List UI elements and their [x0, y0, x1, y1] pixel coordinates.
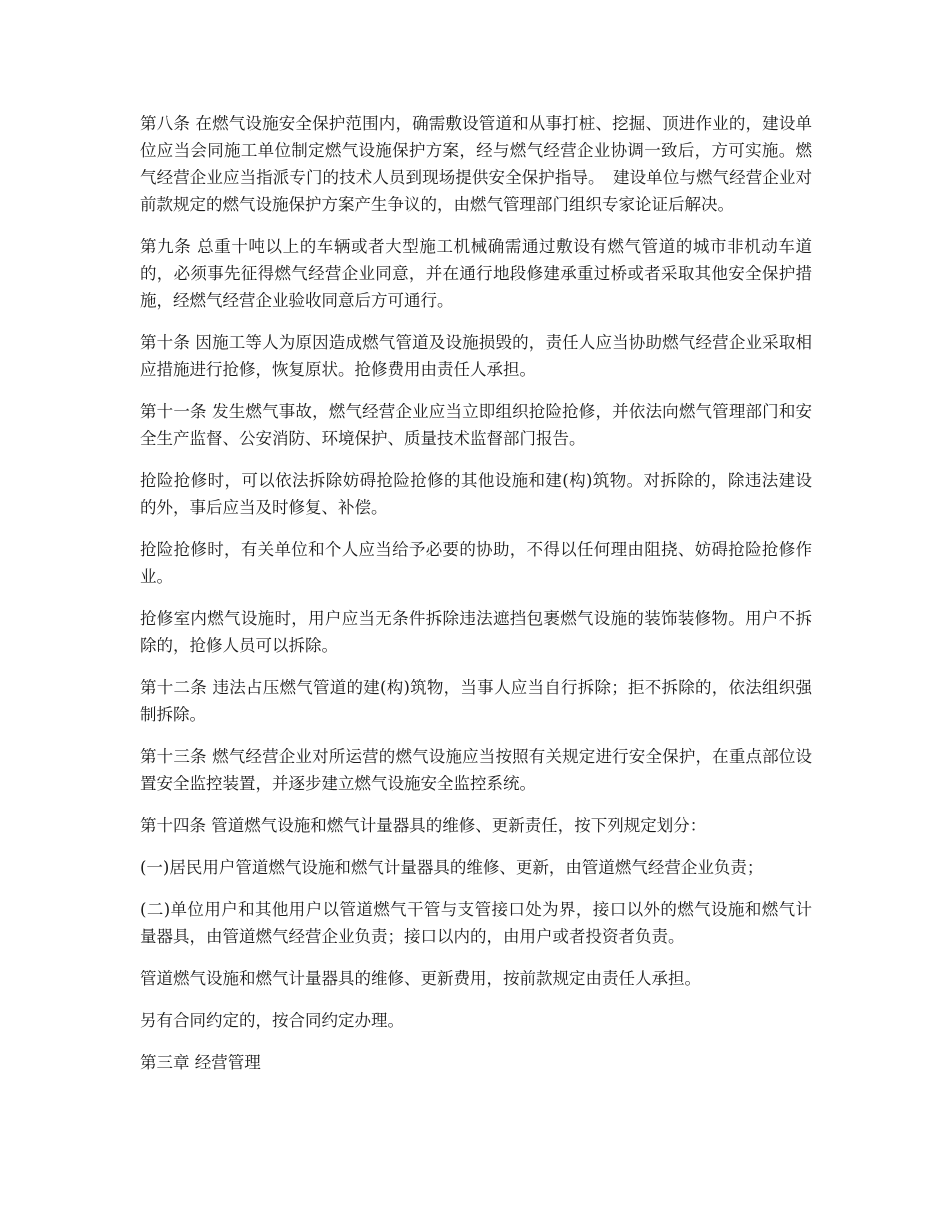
article-11-indoor-paragraph: 抢修室内燃气设施时，用户应当无条件拆除违法遮挡包裹燃气设施的装饰装修物。用户不拆除的，抢修人员可以拆除。 — [140, 609, 812, 655]
article-14-cost-paragraph: 管道燃气设施和燃气计量器具的维修、更新费用，按前款规定由责任人承担。 — [140, 969, 701, 988]
chapter-heading: 第三章 经营管理 — [140, 1053, 261, 1072]
article-9-paragraph: 第九条 总重十吨以上的车辆或者大型施工机械确需通过敷设有燃气管道的城市非机动车道的，必须事先征得燃气经营企业同意，并在通行地段修建承重过桥或者采取其他安全保护措施，经燃气经营企业验收同意后方可通行。 — [140, 237, 812, 310]
article-14-paragraph: 第十四条 管道燃气设施和燃气计量器具的维修、更新责任，按下列规定划分： — [140, 816, 707, 835]
article-14-contract-paragraph: 另有合同约定的，按合同约定办理。 — [140, 1011, 404, 1030]
article-11-paragraph: 第十一条 发生燃气事故，燃气经营企业应当立即组织抢险抢修，并依法向燃气管理部门和安全生产监督、公安消防、环境保护、质量技术监督部门报告。 — [140, 402, 812, 448]
article-12-paragraph: 第十二条 违法占压燃气管道的建(构)筑物，当事人应当自行拆除；拒不拆除的，依法组织强制拆除。 — [140, 678, 812, 724]
article-14-item-1: (一)居民用户管道燃气设施和燃气计量器具的维修、更新，由管道燃气经营企业负责； — [140, 858, 764, 877]
document-page — [140, 110, 812, 1076]
article-11-assistance-paragraph: 抢险抢修时，有关单位和个人应当给予必要的协助，不得以任何理由阻挠、妨碍抢险抢修作业。 — [140, 540, 812, 586]
article-11-demolition-paragraph: 抢险抢修时，可以依法拆除妨碍抢险抢修的其他设施和建(构)筑物。对拆除的，除违法建设的外，事后应当及时修复、补偿。 — [140, 471, 812, 517]
article-14-item-2: (二)单位用户和其他用户以管道燃气干管与支管接口处为界，接口以外的燃气设施和燃气计量器具，由管道燃气经营企业负责；接口以内的，由用户或者投资者负责。 — [140, 900, 812, 946]
article-10-paragraph: 第十条 因施工等人为原因造成燃气管道及设施损毁的，责任人应当协助燃气经营企业采取相应措施进行抢修，恢复原状。抢修费用由责任人承担。 — [140, 333, 812, 379]
article-8-paragraph: 第八条 在燃气设施安全保护范围内，确需敷设管道和从事打桩、挖掘、顶进作业的，建设单位应当会同施工单位制定燃气设施保护方案，经与燃气经营企业协调一致后，方可实施。燃气经营企业应当指派专门的技术人员到现场提供安全保护指导。 建设单位与燃气经营企业对前款规定的燃气设施保护方案产生争议的，由燃气管理部门组织专家论证后解决。 — [140, 114, 812, 214]
article-13-paragraph: 第十三条 燃气经营企业对所运营的燃气设施应当按照有关规定进行安全保护，在重点部位设置安全监控装置，并逐步建立燃气设施安全监控系统。 — [140, 747, 812, 793]
